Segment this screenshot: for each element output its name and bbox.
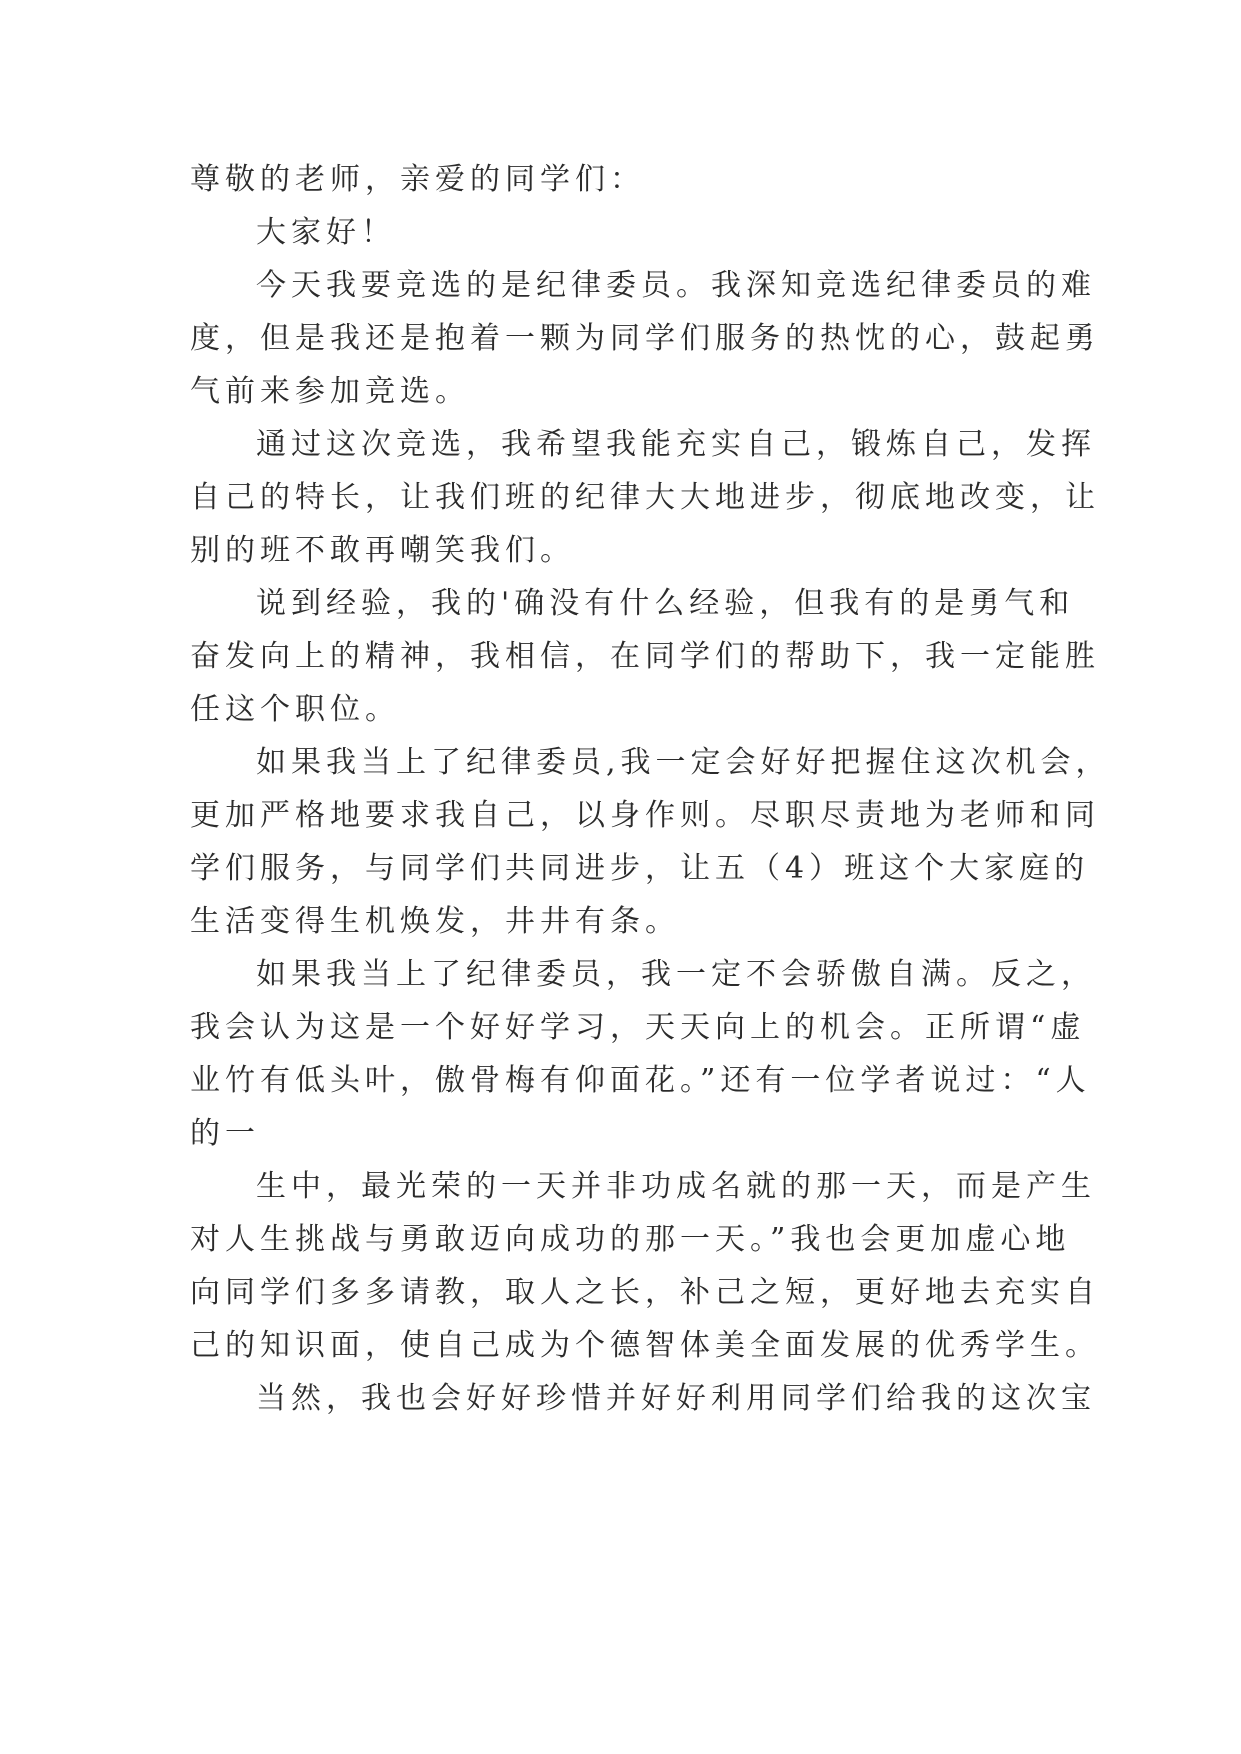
text-line: 如果我当上了纪律委员，我一定不会骄傲自满。反之， <box>256 957 1096 992</box>
text-line: 通过这次竞选，我希望我能充实自己，锻炼自己，发挥 <box>256 427 1096 462</box>
text-line: 的一 <box>190 1116 260 1151</box>
text-line: 大家好！ <box>256 215 396 250</box>
text-line: 别的班不敢再嘲笑我们。 <box>190 533 575 568</box>
text-line: 如果我当上了纪律委员,我一定会好好把握住这次机会， <box>256 745 1111 780</box>
text-line: 任这个职位。 <box>190 692 400 727</box>
text-line: 业竹有低头叶，傲骨梅有仰面花。”还有一位学者说过：“人 <box>190 1063 1091 1098</box>
text-line: 当然，我也会好好珍惜并好好利用同学们给我的这次宝 <box>256 1381 1096 1416</box>
text-line: 更加严格地要求我自己，以身作则。尽职尽责地为老师和同 <box>190 798 1100 833</box>
text-line: 学们服务，与同学们共同进步，让五（4）班这个大家庭的 <box>190 851 1090 886</box>
text-line: 我会认为这是一个好好学习，天天向上的机会。正所谓“虚 <box>190 1010 1086 1045</box>
text-line: 今天我要竞选的是纪律委员。我深知竞选纪律委员的难 <box>256 268 1096 303</box>
text-line: 尊敬的老师，亲爱的同学们： <box>190 162 645 197</box>
text-line: 自己的特长，让我们班的纪律大大地进步，彻底地改变，让 <box>190 480 1100 515</box>
text-line: 己的知识面，使自己成为个德智体美全面发展的优秀学生。 <box>190 1328 1100 1363</box>
text-line: 生活变得生机焕发，井井有条。 <box>190 904 680 939</box>
text-line: 对人生挑战与勇敢迈向成功的那一天。”我也会更加虚心地 <box>190 1222 1071 1257</box>
text-line: 度，但是我还是抱着一颗为同学们服务的热忱的心，鼓起勇 <box>190 321 1100 356</box>
text-line: 奋发向上的精神，我相信，在同学们的帮助下，我一定能胜 <box>190 639 1100 674</box>
text-line: 说到经验，我的'确没有什么经验，但我有的是勇气和 <box>256 586 1075 621</box>
text-line: 向同学们多多请教，取人之长，补己之短，更好地去充实自 <box>190 1275 1100 1310</box>
text-line: 生中，最光荣的一天并非功成名就的那一天，而是产生 <box>256 1169 1096 1204</box>
text-line: 气前来参加竞选。 <box>190 374 470 409</box>
